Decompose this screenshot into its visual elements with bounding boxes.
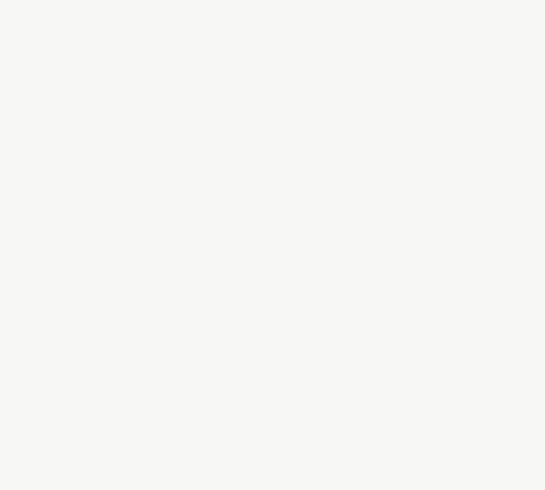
concertino-heading [7, 65, 527, 76]
